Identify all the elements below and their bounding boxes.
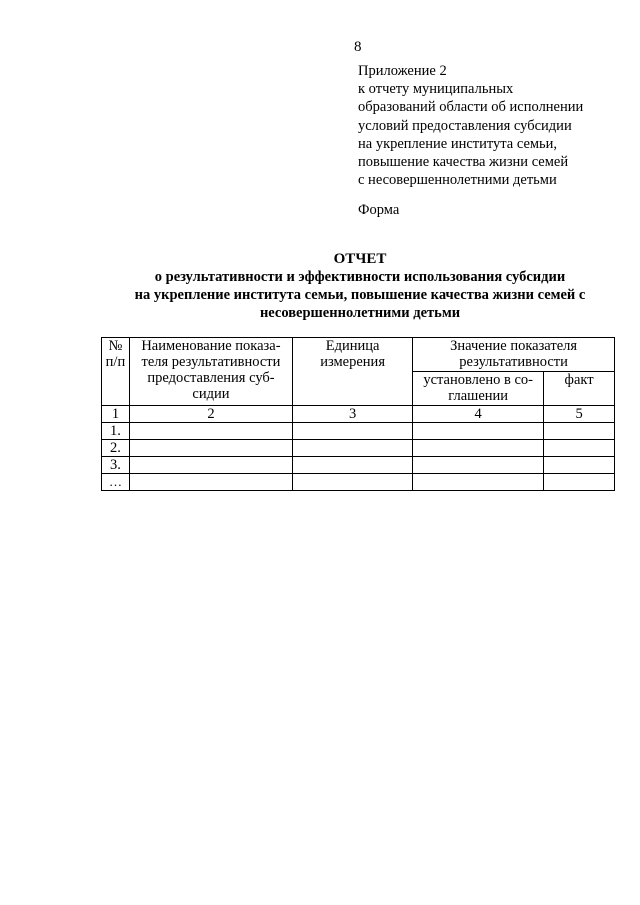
header-name-line: предоставления суб- <box>147 370 275 386</box>
row-unit-cell[interactable] <box>293 474 413 491</box>
header-name-line: Наименование показа- <box>141 338 281 354</box>
header-num <box>102 338 130 406</box>
header-fact <box>544 372 615 406</box>
table-index-row <box>102 406 615 423</box>
header-value-line: Значение показателя <box>450 338 578 354</box>
form-label: Форма <box>358 202 400 218</box>
row-name-cell[interactable] <box>129 440 292 457</box>
header-plan-line: глашении <box>448 388 509 404</box>
row-fact-cell[interactable] <box>544 423 615 440</box>
header-unit-line: Единица <box>325 338 380 354</box>
report-subtitle <box>60 268 640 322</box>
row-name-cell[interactable] <box>129 423 292 440</box>
row-unit-cell[interactable] <box>293 457 413 474</box>
row-fact-cell[interactable] <box>544 457 615 474</box>
appendix-line: повышение качества жизни семей <box>358 154 569 171</box>
appendix-line: с несовершеннолетними детьми <box>358 172 557 189</box>
appendix-line: на укрепление института семьи, <box>358 135 558 152</box>
table-row <box>102 457 615 474</box>
header-name-line: сидии <box>192 386 230 402</box>
row-num-cell: 1. <box>102 423 130 440</box>
appendix-line: Приложение 2 <box>358 63 447 79</box>
row-name-cell[interactable] <box>129 457 292 474</box>
index-cell: 4 <box>413 406 544 423</box>
row-num-cell: 3. <box>102 457 130 474</box>
header-unit-line: измерения <box>320 354 385 370</box>
index-cell: 1 <box>102 406 130 423</box>
row-plan-cell[interactable] <box>413 440 544 457</box>
table-row <box>102 423 615 440</box>
header-unit <box>293 338 413 406</box>
header-num-line: п/п <box>105 354 126 370</box>
header-value <box>413 338 615 372</box>
header-value-line: результативности <box>459 354 568 370</box>
appendix-line: образований области об исполнении <box>358 99 584 116</box>
index-cell: 2 <box>129 406 292 423</box>
row-plan-cell[interactable] <box>413 423 544 440</box>
header-plan <box>413 372 544 406</box>
appendix-block <box>358 62 628 189</box>
row-fact-cell[interactable] <box>544 440 615 457</box>
index-cell: 3 <box>293 406 413 423</box>
report-subtitle-line: на укрепление института семьи, повышение качества жизни семей с <box>134 287 586 303</box>
page-number: 8 <box>354 39 362 55</box>
appendix-line: условий предоставления субсидии <box>358 117 572 134</box>
table-row <box>102 440 615 457</box>
header-num-line: № <box>108 338 123 354</box>
header-plan-line: установлено в со- <box>423 372 533 388</box>
header-fact-line: факт <box>564 372 594 388</box>
table-header-row <box>102 338 615 372</box>
row-num-cell: 2. <box>102 440 130 457</box>
report-subtitle-line: несовершеннолетними детьми <box>259 305 461 321</box>
row-name-cell[interactable] <box>129 474 292 491</box>
report-table <box>101 337 615 491</box>
row-num-cell: … <box>102 474 130 491</box>
header-indicator-name <box>129 338 292 406</box>
index-cell: 5 <box>544 406 615 423</box>
row-plan-cell[interactable] <box>413 474 544 491</box>
header-name-line: теля результативности <box>141 354 281 370</box>
table-row <box>102 474 615 491</box>
report-subtitle-line: о результативности и эффективности использования субсидии <box>154 269 566 285</box>
appendix-line: к отчету муниципальных <box>358 81 514 98</box>
row-plan-cell[interactable] <box>413 457 544 474</box>
row-unit-cell[interactable] <box>293 440 413 457</box>
row-unit-cell[interactable] <box>293 423 413 440</box>
report-title: ОТЧЕТ <box>333 251 387 267</box>
row-fact-cell[interactable] <box>544 474 615 491</box>
